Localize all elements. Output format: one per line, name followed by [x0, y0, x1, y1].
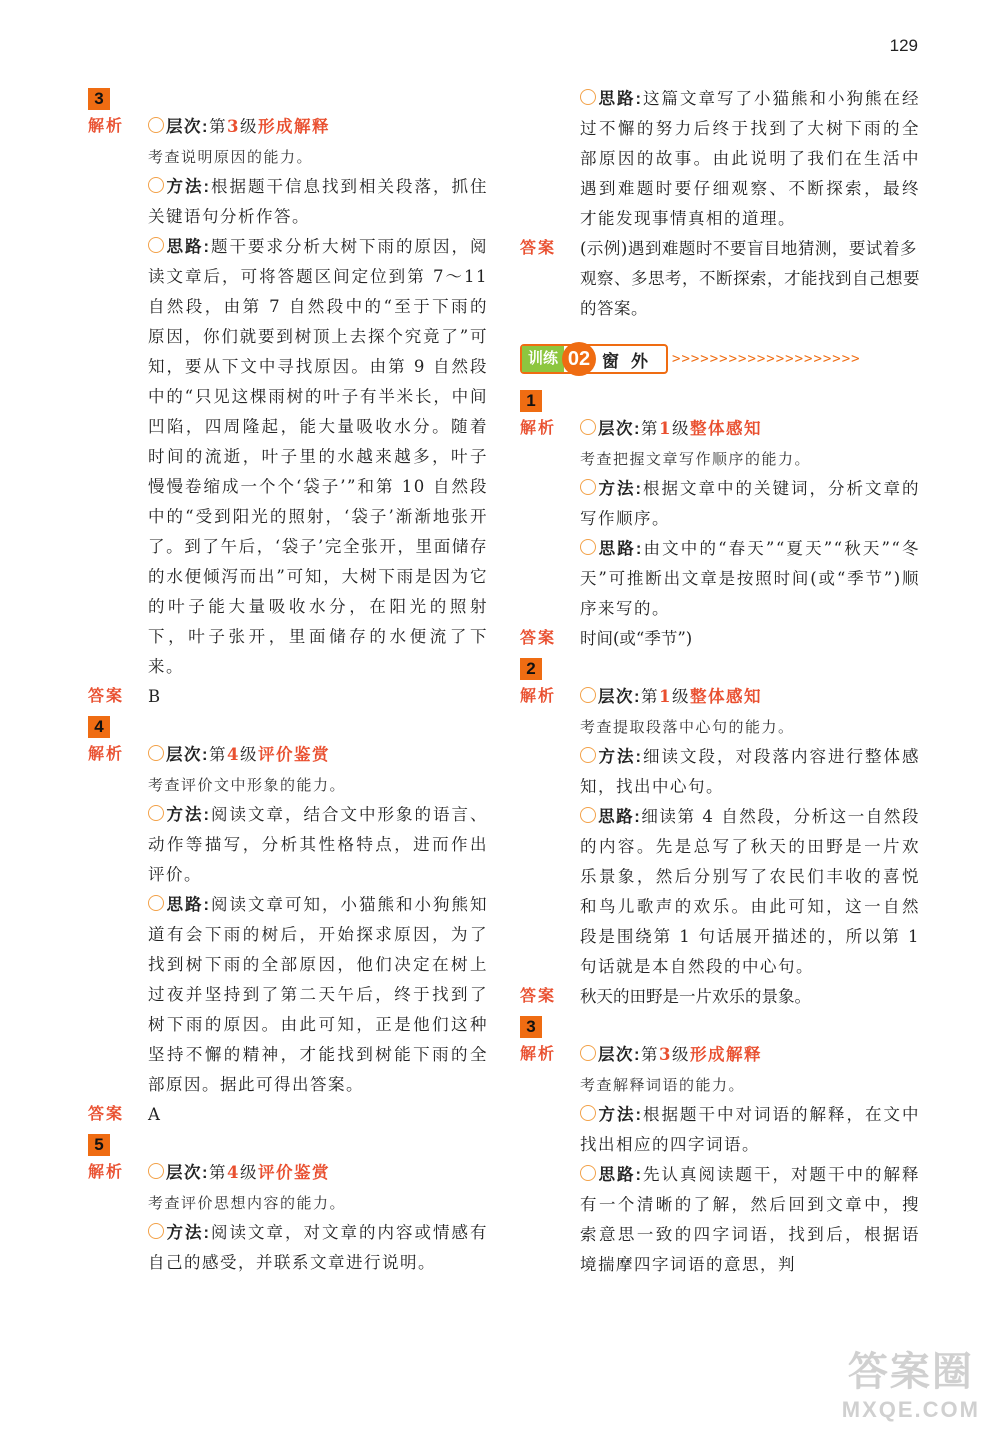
level-description: 考查评价文中形象的能力。	[148, 776, 347, 794]
step-2-icon	[580, 1105, 596, 1121]
answer-text: A	[148, 1105, 160, 1124]
level-prefix: 第	[641, 419, 659, 438]
answer-row	[88, 1100, 488, 1130]
level-label: 层次:	[166, 746, 209, 764]
level-description: 考查把握文章写作顺序的能力。	[580, 450, 812, 468]
level-prefix: 第	[209, 1163, 227, 1182]
level-prefix: 第	[641, 1045, 659, 1064]
level-name: 形成解释	[257, 118, 330, 136]
level-prefix: 第	[641, 687, 659, 706]
step-1-icon	[148, 1163, 164, 1179]
level-prefix: 第	[209, 745, 227, 764]
step-2-icon	[580, 747, 596, 763]
answer-tag: 答案	[88, 688, 125, 705]
answer-tag: 答案	[520, 240, 557, 257]
level-description: 考查说明原因的能力。	[148, 148, 314, 166]
answer-tag: 答案	[520, 630, 557, 647]
step-3-icon	[580, 89, 596, 105]
level-prefix: 第	[209, 117, 227, 136]
idea-text: 先认真阅读题干，对题干中的解释有一个清晰的了解，然后回到文章中，搜索意思一致的四字词语，找到后，根据语境揣摩四字词语的意思，判	[580, 1165, 920, 1274]
method-label: 方法:	[598, 748, 643, 766]
analysis-tag: 解析	[520, 688, 557, 705]
method-text: 阅读文章，结合文中形象的语言、动作等描写，分析其性格特点，进而作出评价。	[148, 805, 488, 884]
question-number-5: 5	[88, 1134, 110, 1156]
step-1-icon	[580, 1045, 596, 1061]
step-1-icon	[580, 419, 596, 435]
method-label: 方法:	[598, 480, 643, 498]
step-1-icon	[580, 687, 596, 703]
idea-label: 思路:	[598, 1166, 643, 1184]
method-label: 方法:	[166, 178, 211, 196]
left-column	[88, 84, 488, 1278]
idea-label: 思路:	[598, 90, 643, 108]
level-name: 评价鉴赏	[257, 746, 330, 764]
method-text: 阅读文章，对文章的内容或情感有自己的感受，并联系文章进行说明。	[148, 1223, 488, 1272]
right-column	[520, 84, 920, 1280]
level-description: 考查评价思想内容的能力。	[148, 1194, 347, 1212]
watermark-top: 答案圈	[847, 1350, 974, 1394]
question-number-1: 1	[520, 390, 542, 412]
analysis-row	[520, 1040, 920, 1280]
idea-text: 细读第 4 自然段，分析这一自然段的内容。先是总写了秋天的田野是一片欢乐景象，然后分别写了农民们丰收的喜悦和鸟儿歌声的欢乐。由此可知，这一自然段是围绕第 1 句话展开描述的，所以第 1 句话就是本自然段的中心句。	[580, 807, 920, 976]
answer-tag: 答案	[520, 988, 557, 1005]
idea-label: 思路:	[598, 540, 643, 558]
idea-text: 这篇文章写了小猫熊和小狗熊在经过不懈的努力后终于找到了大树下雨的全部原因的故事。由此说明了我们在生活中遇到难题时要仔细观察、不断探索，最终才能发现事情真相的道理。	[580, 89, 920, 228]
analysis-continuation	[520, 84, 920, 234]
method-text: 根据题干信息找到相关段落，抓住关键语句分析作答。	[148, 177, 488, 226]
analysis-row	[88, 112, 488, 682]
training-label: 训练	[522, 346, 564, 372]
analysis-row	[88, 740, 488, 1100]
analysis-row	[520, 682, 920, 982]
step-1-icon	[148, 745, 164, 761]
level-suffix: 级	[671, 687, 690, 706]
training-number: 02	[562, 342, 596, 376]
question-number-2: 2	[520, 658, 542, 680]
watermark-logo	[842, 1340, 980, 1423]
watermark-bottom: MXQE.COM	[841, 1397, 980, 1422]
answer-text: 时间(或“季节”)	[580, 629, 693, 648]
idea-text: 由文中的“春天”“夏天”“秋天”“冬天”可推断出文章是按照时间(或“季节”)顺序来写的。	[580, 539, 920, 618]
level-label: 层次:	[598, 688, 641, 706]
level-suffix: 级	[239, 1163, 258, 1182]
idea-label: 思路:	[166, 896, 211, 914]
page-number: 129	[889, 36, 918, 55]
level-name: 整体感知	[689, 420, 762, 438]
level-label: 层次:	[598, 1046, 641, 1064]
analysis-tag: 解析	[520, 1046, 557, 1063]
analysis-tag: 解析	[88, 746, 125, 763]
step-1-icon	[148, 117, 164, 133]
analysis-tag: 解析	[88, 1164, 125, 1181]
training-title: 窗外	[602, 351, 661, 372]
answer-text: (示例)遇到难题时不要盲目地猜测，要试着多观察、多思考，不断探索，才能找到自己想要的答案。	[580, 239, 920, 318]
method-text: 根据文章中的关键词，分析文章的写作顺序。	[580, 479, 920, 528]
level-number: 4	[227, 745, 240, 764]
answer-tag: 答案	[88, 1106, 125, 1123]
arrow-decoration-icon: >>>>>>>>>>>>>>>>>>>>	[672, 351, 861, 367]
idea-text: 题干要求分析大树下雨的原因，阅读文章后，可将答题区间定位到第 7～11 自然段，由第 7 自然段中的“至于下雨的原因，你们就要到树顶上去探个究竟了”可知，要从下文中寻找原因。由第 9 自然段中的“只见这棵雨树的叶子有半米长，中间凹陷，四周隆起，能大量吸收水分。随着时间的流逝，叶子里的水越来越多，叶子慢慢卷缩成一个个‘袋子’”和第 10 自然段中的“受到阳光的照射，‘袋子’渐渐地张开了。到了午后，‘袋子’完全张开，里面储存的水便倾泻而出”可知，大树下雨是因为它的叶子能大量吸收水分，在阳光的照射下，叶子张开，里面储存的水便流了下来。	[148, 237, 488, 676]
idea-text: 阅读文章可知，小猫熊和小狗熊知道有会下雨的树后，开始探求原因，为了找到树下雨的全部原因，他们决定在树上过夜并坚持到了第二天午后，终于找到了树下雨的原因。由此可知，正是他们这种坚持不懈的精神，才能找到树能下雨的全部原因。据此可得出答案。	[148, 895, 488, 1094]
level-number: 3	[659, 1045, 672, 1064]
level-name: 形成解释	[689, 1046, 762, 1064]
analysis-tag: 解析	[88, 118, 125, 135]
question-number-4: 4	[88, 716, 110, 738]
level-suffix: 级	[671, 419, 690, 438]
question-number-3: 3	[88, 88, 110, 110]
answer-row	[520, 234, 920, 324]
level-label: 层次:	[166, 118, 209, 136]
step-2-icon	[148, 177, 164, 193]
level-name: 整体感知	[689, 688, 762, 706]
level-suffix: 级	[671, 1045, 690, 1064]
step-2-icon	[580, 479, 596, 495]
level-label: 层次:	[166, 1164, 209, 1182]
level-number: 4	[227, 1163, 240, 1182]
idea-label: 思路:	[598, 808, 642, 826]
level-number: 1	[659, 687, 672, 706]
analysis-tag: 解析	[520, 420, 557, 437]
step-2-icon	[148, 1223, 164, 1239]
idea-label: 思路:	[166, 238, 211, 256]
level-description: 考查提取段落中心句的能力。	[580, 718, 795, 736]
answer-row	[520, 982, 920, 1012]
method-text: 细读文段，对段落内容进行整体感知，找出中心句。	[580, 747, 920, 796]
answer-row	[520, 624, 920, 654]
question-number-3-right: 3	[520, 1016, 542, 1038]
step-3-icon	[148, 895, 164, 911]
method-label: 方法:	[166, 1224, 211, 1242]
level-name: 评价鉴赏	[257, 1164, 330, 1182]
step-3-icon	[580, 539, 596, 555]
level-suffix: 级	[239, 745, 258, 764]
method-label: 方法:	[166, 806, 211, 824]
level-number: 1	[659, 419, 672, 438]
analysis-row	[88, 1158, 488, 1278]
level-number: 3	[227, 117, 240, 136]
level-label: 层次:	[598, 420, 641, 438]
method-text: 根据题干中对词语的解释，在文中找出相应的四字词语。	[580, 1105, 920, 1154]
step-2-icon	[148, 805, 164, 821]
analysis-row	[520, 414, 920, 624]
level-suffix: 级	[239, 117, 258, 136]
method-label: 方法:	[598, 1106, 643, 1124]
step-3-icon	[580, 807, 596, 823]
training-banner	[520, 342, 920, 376]
step-3-icon	[580, 1165, 596, 1181]
answer-text: 秋天的田野是一片欢乐的景象。	[580, 987, 811, 1006]
level-description: 考查解释词语的能力。	[580, 1076, 746, 1094]
step-3-icon	[148, 237, 164, 253]
answer-row	[88, 682, 488, 712]
answer-text: B	[148, 687, 161, 706]
